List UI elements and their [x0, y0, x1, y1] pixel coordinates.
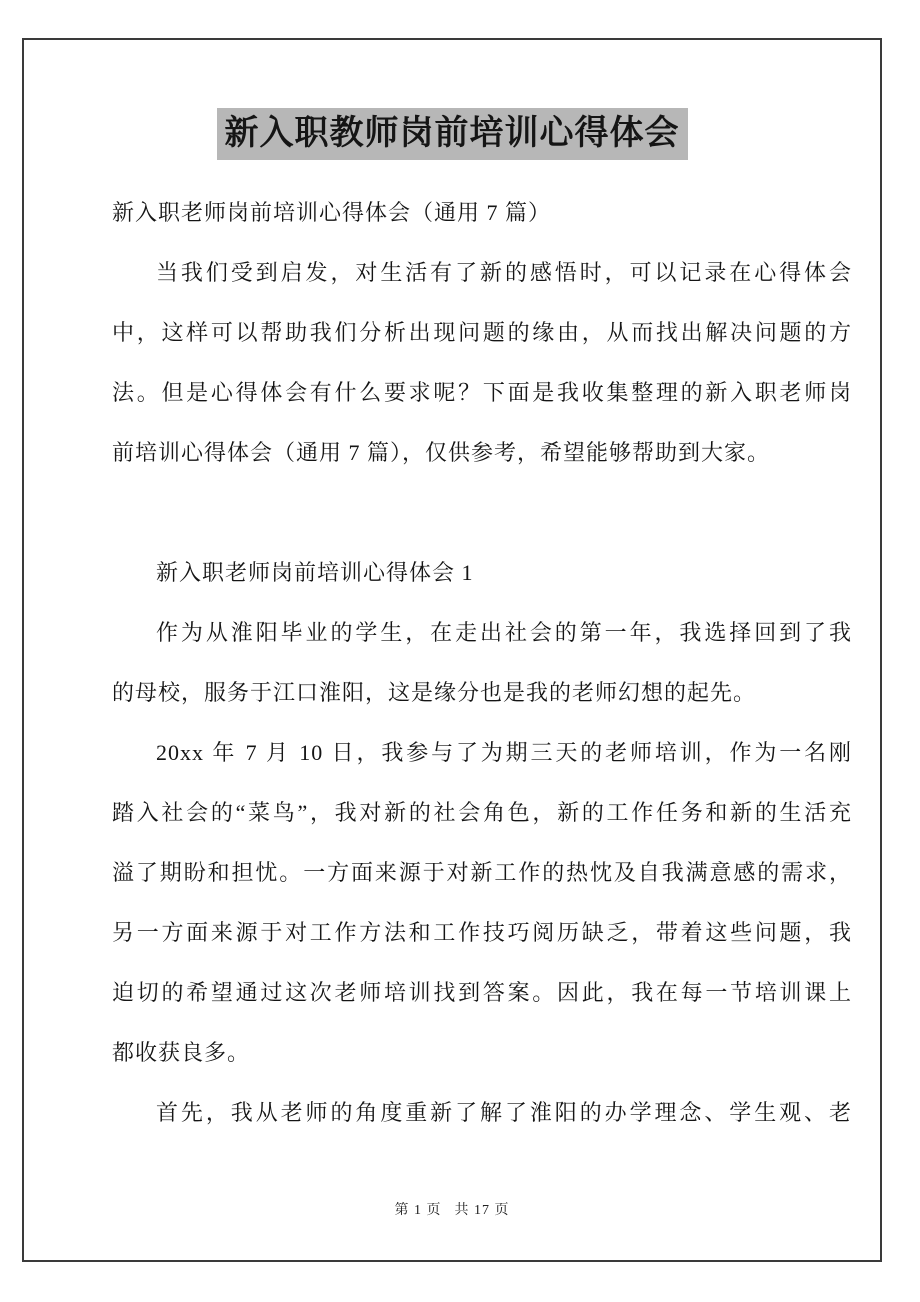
- text-line: 前培训心得体会（通用 7 篇），仅供参考，希望能够帮助到大家。: [112, 440, 771, 465]
- footer-page-number: 第 1 页: [394, 1203, 442, 1218]
- text-line: 作为从淮阳毕业的学生，在走出社会的第一年，我选择回到了我: [156, 620, 852, 645]
- footer-total-pages: 共 17 页: [454, 1203, 510, 1218]
- page-footer: [22, 1196, 882, 1226]
- text-line: 20xx 年 7 月 10 日，我参与了为期三天的老师培训，作为一名刚: [156, 740, 852, 765]
- text-line: 另一方面来源于对工作方法和工作技巧阅历缺乏，带着这些问题，我: [112, 920, 852, 945]
- page-title: 新入职教师岗前培训心得体会: [217, 108, 688, 160]
- text-line: 当我们受到启发，对生活有了新的感悟时，可以记录在心得体会: [156, 260, 852, 285]
- text-line: 首先，我从老师的角度重新了解了淮阳的办学理念、学生观、老: [156, 1100, 852, 1125]
- section-heading-line: 新入职老师岗前培训心得体会 1: [156, 560, 474, 585]
- text-line: [112, 483, 852, 543]
- text-line: 迫切的希望通过这次老师培训找到答案。因此，我在每一节培训课上: [112, 980, 852, 1005]
- document-body: [112, 183, 852, 1143]
- title-row: [22, 108, 882, 160]
- text-line: 新入职老师岗前培训心得体会（通用 7 篇）: [112, 200, 552, 225]
- text-line: 中，这样可以帮助我们分析出现问题的缘由，从而找出解决问题的方: [112, 320, 852, 345]
- text-line: 都收获良多。: [112, 1040, 251, 1065]
- text-line: 踏入社会的“菜鸟”，我对新的社会角色，新的工作任务和新的生活充: [112, 800, 852, 825]
- text-line: 的母校，服务于江口淮阳，这是缘分也是我的老师幻想的起先。: [112, 680, 757, 705]
- text-line: 法。但是心得体会有什么要求呢？下面是我收集整理的新入职老师岗: [112, 380, 852, 405]
- text-line: 溢了期盼和担忧。一方面来源于对新工作的热忱及自我满意感的需求，: [112, 860, 852, 885]
